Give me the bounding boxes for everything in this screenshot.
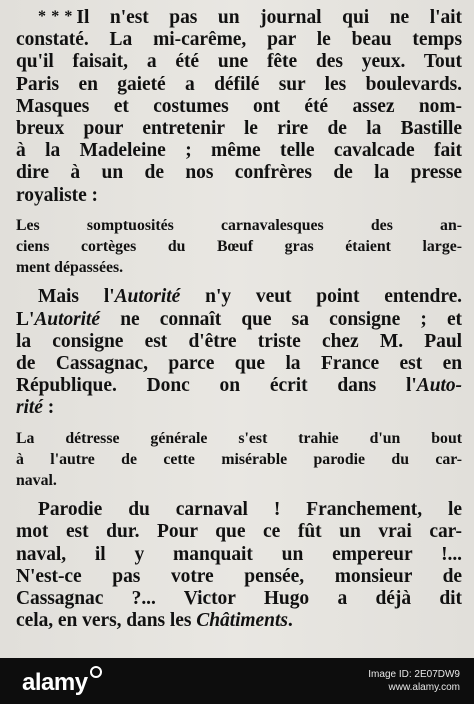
text-segment: N'est-ce pas votre pensée, monsieur de [16, 565, 462, 587]
text-segment: Il n'est pas un journal qui ne l'ait [76, 7, 462, 28]
text-line [16, 162, 462, 184]
italic-segment: Châtiments [196, 610, 288, 632]
text-line [16, 397, 462, 419]
paragraph-gap [16, 278, 462, 286]
text-segment: ment dépassées. [16, 259, 124, 277]
italic-segment: Auto- [416, 375, 462, 397]
text-segment: ciens cortèges du Bœuf gras étaient large- [16, 238, 462, 256]
text-segment: Cassagnac ?... Victor Hugo a déjà dit [16, 588, 462, 610]
text-segment: L' [16, 308, 35, 330]
text-segment: : [42, 397, 55, 419]
text-segment: naval. [16, 472, 57, 490]
text-line [16, 140, 462, 162]
text-line [16, 6, 462, 29]
quote-line [16, 215, 462, 236]
text-segment: n'y veut point entendre. [180, 286, 462, 308]
text-segment: République. Donc on écrit dans l' [16, 375, 417, 397]
text-segment: Les somptuosités carnavalesques des an- [16, 216, 462, 234]
asterism-ornament: * * * [38, 8, 74, 25]
text-segment: breux pour entretenir le rire de la Bastille [16, 118, 462, 140]
text-segment: Paris en gaieté a défilé sur les boulevards. [16, 73, 462, 95]
article-text [16, 6, 462, 632]
brand-logo [22, 666, 102, 697]
text-line [16, 499, 462, 521]
text-line [16, 286, 462, 308]
text-segment: constaté. La mi-carême, par le beau temps [16, 29, 462, 51]
stock-url: www.alamy.com [388, 682, 460, 693]
text-line [16, 118, 462, 140]
paragraph-gap [16, 491, 462, 499]
text-line [16, 566, 462, 588]
paragraph-gap [16, 420, 462, 428]
text-segment: royaliste : [16, 184, 98, 206]
text-line [16, 74, 462, 96]
text-segment: Masques et costumes ont été assez nom- [16, 95, 462, 117]
text-segment: dire à un de nos confrères de la presse [16, 162, 462, 184]
text-segment: la consigne est d'être triste chez M. Paul [16, 330, 462, 352]
text-line [16, 51, 462, 73]
text-segment: cela, en vers, dans les [16, 610, 197, 632]
text-segment: La détresse générale s'est trahie d'un bout [16, 429, 462, 447]
text-segment: à la Madeleine ; même telle cavalcade fait [16, 140, 462, 162]
text-line [16, 521, 462, 543]
text-segment: . [287, 610, 293, 632]
text-segment: ne connaît que sa consigne ; et [100, 308, 462, 330]
quote-line [16, 449, 462, 470]
watermark-bar [0, 658, 474, 704]
brand-name: alamy [22, 669, 88, 696]
text-line [16, 375, 462, 397]
text-segment: Mais l' [38, 286, 115, 308]
quote-line [16, 470, 462, 491]
text-segment: naval, il y manquait un empereur !... [16, 543, 462, 565]
stock-info [368, 668, 460, 694]
italic-segment: Autorité [34, 308, 101, 330]
italic-segment: Autorité [114, 286, 181, 308]
quote-line [16, 236, 462, 257]
text-segment: Parodie du carnaval ! Franchement, le [38, 499, 462, 521]
image-id: Image ID: 2E07DW9 [368, 669, 460, 680]
text-line [16, 96, 462, 118]
text-line [16, 185, 462, 207]
logo-mark-icon [90, 666, 102, 678]
text-segment: à l'autre de cette misérable parodie du car- [16, 450, 462, 468]
text-line [16, 29, 462, 51]
text-segment: qu'il faisait, a été une fête des yeux. Tout [16, 51, 462, 73]
text-segment: de Cassagnac, parce que la France est en [16, 353, 462, 375]
italic-segment: rité [16, 397, 43, 419]
paragraph-gap [16, 207, 462, 215]
quote-line [16, 428, 462, 449]
text-line [16, 309, 462, 331]
text-segment: mot est dur. Pour que ce fût un vrai car- [16, 521, 462, 543]
text-line [16, 544, 462, 566]
text-line [16, 353, 462, 375]
quote-line [16, 257, 462, 278]
text-line [16, 331, 462, 353]
text-line [16, 588, 462, 610]
text-line [16, 610, 462, 632]
